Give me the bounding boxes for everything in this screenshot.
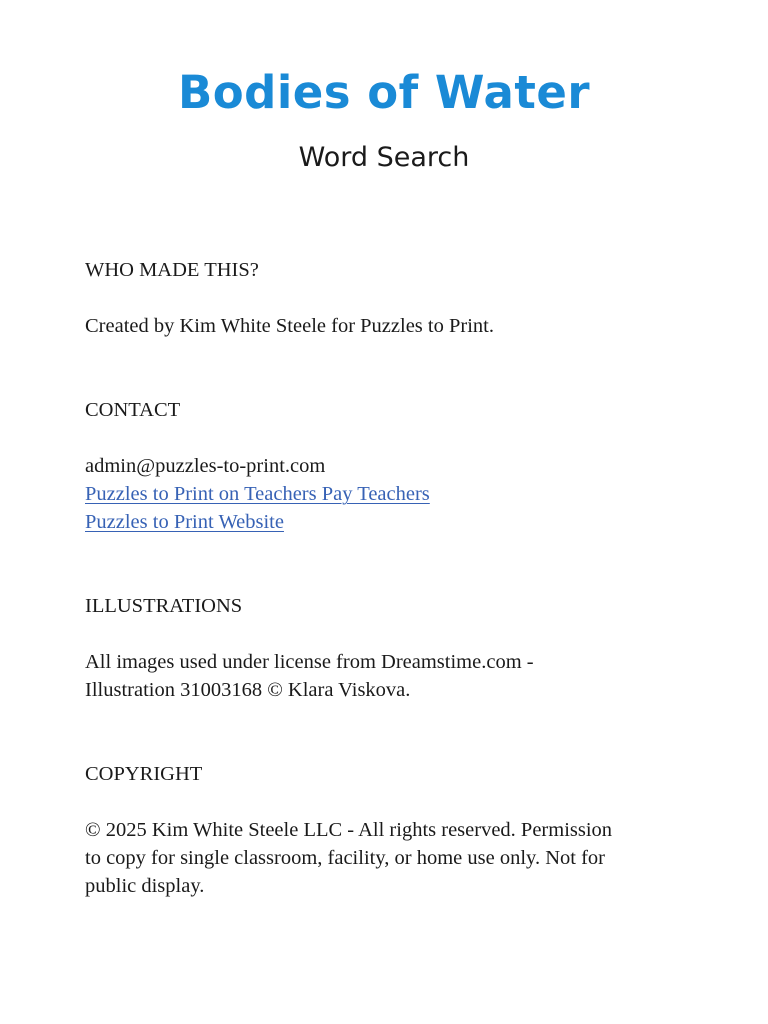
section-heading-who-made: WHO MADE THIS? [85,259,259,281]
illustrations-line: Illustration 31003168 © Klara Viskova. [85,679,411,701]
copyright-text [85,816,685,900]
section-heading-illustrations: ILLUSTRATIONS [85,595,243,617]
website-link[interactable]: Puzzles to Print Website [85,511,284,533]
who-made-text [85,312,685,340]
contact-email: admin@puzzles-to-print.com [85,455,326,477]
section-heading-copyright: COPYRIGHT [85,763,203,785]
copyright-line: to copy for single classroom, facility, or home use only. Not for [85,847,605,869]
section-heading-contact: CONTACT [85,399,181,421]
copyright-line: © 2025 Kim White Steele LLC - All rights reserved. Permission [85,819,613,841]
illustrations-line: All images used under license from Dreamstime.com - [85,651,534,673]
section-copyright [85,760,685,900]
section-contact [85,396,685,536]
section-illustrations [85,592,685,704]
contact-details [85,452,685,536]
illustrations-text [85,648,685,704]
who-made-line: Created by Kim White Steele for Puzzles to Print. [85,315,494,337]
tpt-store-link[interactable]: Puzzles to Print on Teachers Pay Teachers [85,483,430,505]
page-title: Bodies of Water [177,66,591,119]
section-who-made [85,256,685,340]
copyright-line: public display. [85,875,205,897]
credits-content [85,256,685,900]
page-subtitle: Word Search [298,142,470,173]
